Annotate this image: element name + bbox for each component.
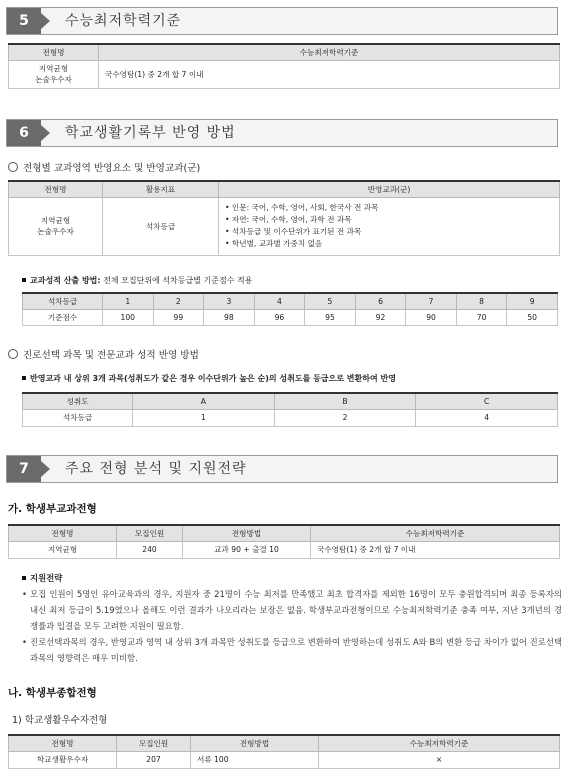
score-cell: 99 (153, 309, 204, 325)
admission-name-cell: 지역균형 (9, 541, 117, 558)
section-5-header (6, 7, 558, 35)
col-header: 전형방법 (183, 525, 311, 541)
grade-header: 7 (406, 293, 457, 309)
strategy-title: 지원전략 (22, 572, 62, 584)
section-number: 5 (7, 8, 41, 34)
strategy-paragraph: • 모집 인원이 5명인 유아교육과의 경우, 지원자 중 21명이 수능 최저를 만족했고 최초 합격자를 제외한 16명이 모두 충원합격되며 최종 등록자의 내신 최저 등급이 5.19였으나 올해도 이런 결과가 나오리라는 보장은 없음. 학생부교과전형이므로 수능최저학력기준 충족 여부, 지난 3개년의 경쟁률과 입결을 모두 고려한 지원이 필요함. (30, 586, 562, 634)
section-number: 7 (7, 456, 41, 482)
col-header: 반영교과(군) (219, 181, 560, 197)
grade-score-table (22, 292, 558, 326)
value-cell: 4 (416, 409, 558, 426)
col-header: 전형명 (9, 735, 117, 751)
row-header: 석차등급 (23, 293, 103, 309)
quota-cell: 240 (117, 541, 183, 558)
score-cell: 100 (103, 309, 154, 325)
subsection-heading: 진로선택 과목 및 전문교과 성적 반영 방법 (8, 347, 199, 361)
col-header: 활용지표 (103, 181, 219, 197)
dot-bullet-icon: • (22, 637, 27, 647)
section-number: 6 (7, 120, 41, 146)
subsection-heading: 전형별 교과영역 반영요소 및 반영교과(군) (8, 160, 200, 174)
subsection-title-na: 나. 학생부종합전형 (8, 687, 97, 699)
grade-header: 8 (456, 293, 507, 309)
col-header: 전형명 (9, 525, 117, 541)
grade-header: 2 (153, 293, 204, 309)
dot-bullet-icon: • (22, 589, 27, 599)
row-label: 석차등급 (23, 409, 133, 426)
admission-name-cell: 지역균형 논술우수자 (9, 197, 103, 255)
section-title: 주요 전형 분석 및 지원전략 (65, 461, 247, 477)
subject-list-cell: • 인문: 국어, 수학, 영어, 사회, 한국사 전 과목 • 자연: 국어, 수학, 영어, 과학 전 과목 • 석차등급 및 이수단위가 표기된 전 과목 • 학년별, 교과별 가중치 없음 (219, 197, 560, 255)
subsubsection-title: 1) 학교생활우수자전형 (12, 715, 108, 726)
row-header: 성취도 (23, 393, 133, 409)
criteria-cell: 국수영탐(1) 중 2개 합 7 이내 (311, 541, 560, 558)
indicator-cell: 석차등급 (103, 197, 219, 255)
strategy-paragraph: • 진로선택과목의 경우, 반영교과 영역 내 상위 3개 과목만 성취도를 등급으로 변환하여 반영하는데 성취도 A와 B의 변환 등급 차이가 없어 진로선택과목의 영향력은 매우 미비함. (30, 634, 562, 666)
score-cell: 50 (507, 309, 558, 325)
career-subject-note: 반영교과 내 상위 3개 과목(성취도가 같은 경우 이수단위가 높은 순)의 성취도를 등급으로 변환하여 반영 (22, 373, 396, 384)
criteria-cell: × (319, 751, 560, 768)
grade-header: 6 (355, 293, 406, 309)
square-bullet-icon (22, 576, 26, 580)
score-cell: 90 (406, 309, 457, 325)
grade-header: 9 (507, 293, 558, 309)
col-header: 모집인원 (117, 735, 191, 751)
method-cell: 교과 90 + 출결 10 (183, 541, 311, 558)
level-header: B (274, 393, 416, 409)
admission-name-cell: 지역균형 논술우수자 (9, 60, 99, 88)
col-header: 모집인원 (117, 525, 183, 541)
value-cell: 1 (133, 409, 275, 426)
reflection-elements-table (8, 180, 560, 256)
subsection-title-ga: 가. 학생부교과전형 (8, 503, 97, 515)
col-header: 전형명 (9, 181, 103, 197)
achievement-conversion-table (22, 392, 558, 427)
calc-method-note: 교과성적 산출 방법: 전체 모집단위에 석차등급별 기준점수 적용 (22, 275, 252, 286)
col-header: 전형명 (9, 44, 99, 60)
score-cell: 96 (254, 309, 305, 325)
level-header: A (133, 393, 275, 409)
method-cell: 서류 100 (191, 751, 319, 768)
score-cell: 98 (204, 309, 255, 325)
grade-header: 3 (204, 293, 255, 309)
criteria-cell: 국수영탐(1) 중 2개 합 7 이내 (99, 60, 560, 88)
col-header: 수능최저학력기준 (99, 44, 560, 60)
level-header: C (416, 393, 558, 409)
admission-name-cell: 학교생활우수자 (9, 751, 117, 768)
student-record-comprehensive-table (8, 734, 560, 769)
row-label: 기준점수 (23, 309, 103, 325)
section-7-header (6, 455, 558, 483)
grade-header: 5 (305, 293, 356, 309)
section-6-header (6, 119, 558, 147)
col-header: 수능최저학력기준 (311, 525, 560, 541)
score-cell: 92 (355, 309, 406, 325)
square-bullet-icon (22, 376, 26, 380)
col-header: 전형방법 (191, 735, 319, 751)
square-bullet-icon (22, 278, 26, 282)
value-cell: 2 (274, 409, 416, 426)
quota-cell: 207 (117, 751, 191, 768)
circle-bullet-icon (8, 349, 18, 359)
section-title: 학교생활기록부 반영 방법 (65, 125, 236, 141)
score-cell: 95 (305, 309, 356, 325)
student-record-subject-table (8, 524, 560, 559)
score-cell: 70 (456, 309, 507, 325)
csat-minimum-table (8, 43, 560, 89)
section-title: 수능최저학력기준 (65, 13, 182, 29)
grade-header: 1 (103, 293, 154, 309)
circle-bullet-icon (8, 162, 18, 172)
col-header: 수능최저학력기준 (319, 735, 560, 751)
grade-header: 4 (254, 293, 305, 309)
